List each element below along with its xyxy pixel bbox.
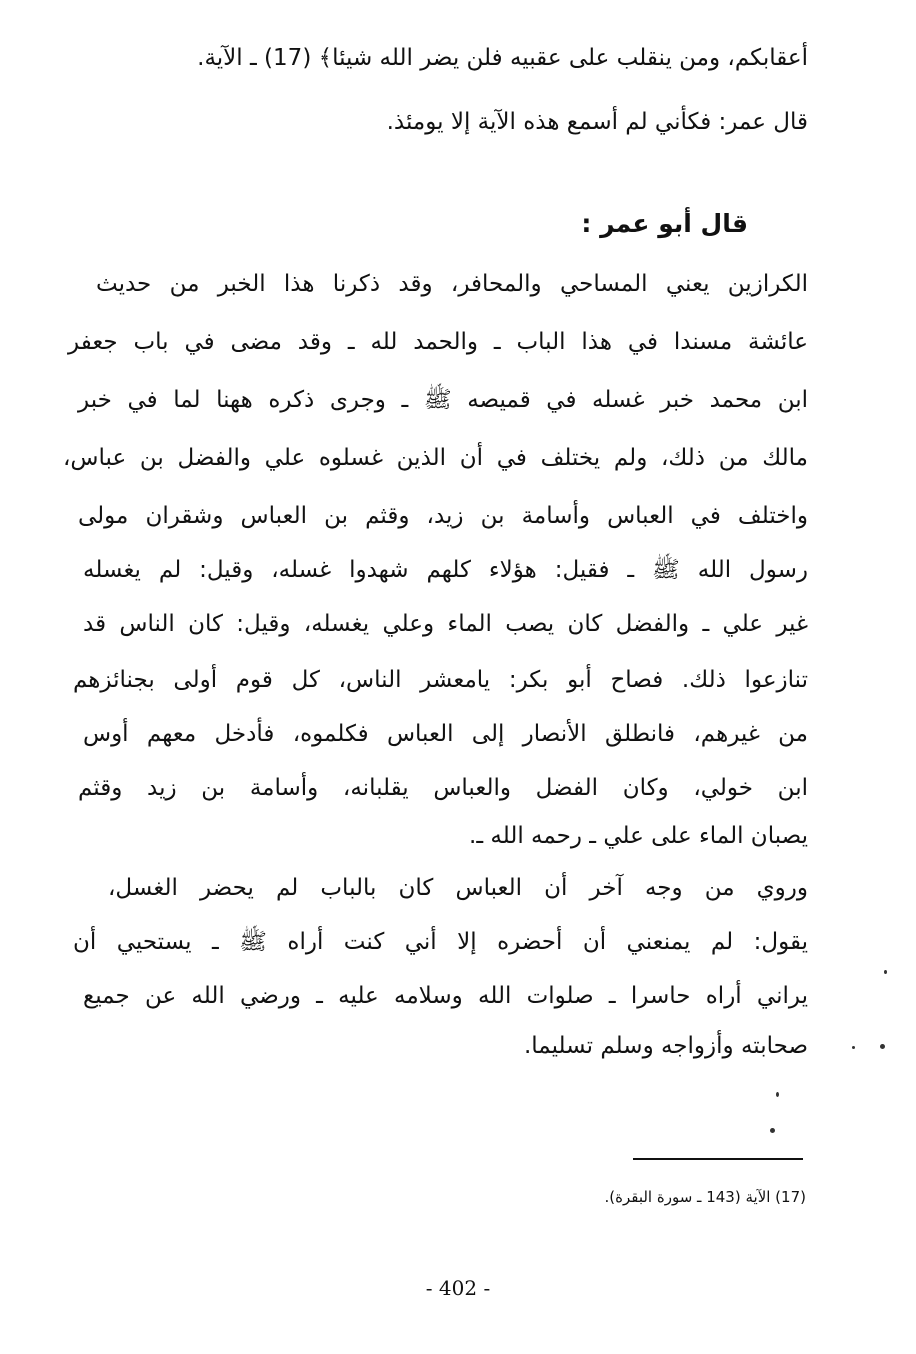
paragraph-line: تنازعوا ذلك. فصاح أبو بكر: يامعشر الناس، كل قوم أولى بجنائزهم [73, 667, 808, 693]
paragraph-line: ابن محمد خبر غسله في قميصه ﷺ ـ وجرى ذكره ههنا لما في خبر [78, 387, 808, 413]
page-number: - 402 - [425, 1276, 491, 1300]
paragraph-line: واختلف في العباس وأسامة بن زيد، وقثم بن العباس وشقران مولى [78, 503, 808, 529]
footnote: (17) الآية (143 ـ سورة البقرة). [604, 1188, 806, 1206]
paragraph-line: ابن خولي، وكان الفضل والعباس يقلبانه، وأسامة بن زيد وقثم [78, 775, 808, 801]
paragraph-line: الكرازين يعني المساحي والمحافر، وقد ذكرنا هذا الخبر من حديث [96, 271, 808, 297]
paragraph-line: غير علي ـ والفضل كان يصب الماء وعلي يغسله، وقيل: كان الناس قد [83, 611, 808, 637]
paragraph-line: يراني أراه حاسرا ـ صلوات الله وسلامه عليه ـ ورضي الله عن جميع [83, 983, 808, 1009]
section-heading: قال أبو عمر : [581, 209, 748, 238]
paragraph-line: مالك من ذلك، ولم يختلف في أن الذين غسلوه علي والفضل بن عباس، [63, 445, 808, 471]
footnote-separator [633, 1158, 803, 1160]
paragraph-line: عائشة مسندا في هذا الباب ـ والحمد لله ـ وقد مضى في باب جعفر [68, 329, 808, 355]
paragraph-line: رسول الله ﷺ ـ فقيل: هؤلاء كلهم شهدوا غسله، وقيل: لم يغسله [83, 557, 808, 583]
paragraph-line: يقول: لم يمنعني أن أحضره إلا أني كنت أراه ﷺ ـ يستحيي أن [73, 929, 808, 955]
top-line-1: أعقابكم، ومن ينقلب على عقبيه فلن يضر الله شيئا﴾ (17) ـ الآية. [197, 45, 808, 71]
paragraph-line: وروي من وجه آخر أن العباس كان بالباب لم يحضر الغسل، [108, 875, 808, 901]
paragraph-line: صحابته وأزواجه وسلم تسليما. [523, 1033, 808, 1059]
paragraph-line: يصبان الماء على علي ـ رحمه الله ـ. [469, 823, 808, 849]
top-line-2: قال عمر: فكأني لم أسمع هذه الآية إلا يومئذ. [386, 109, 808, 135]
paragraph-line: من غيرهم، فانطلق الأنصار إلى العباس فكلموه، فأدخل معهم أوس [83, 721, 808, 747]
